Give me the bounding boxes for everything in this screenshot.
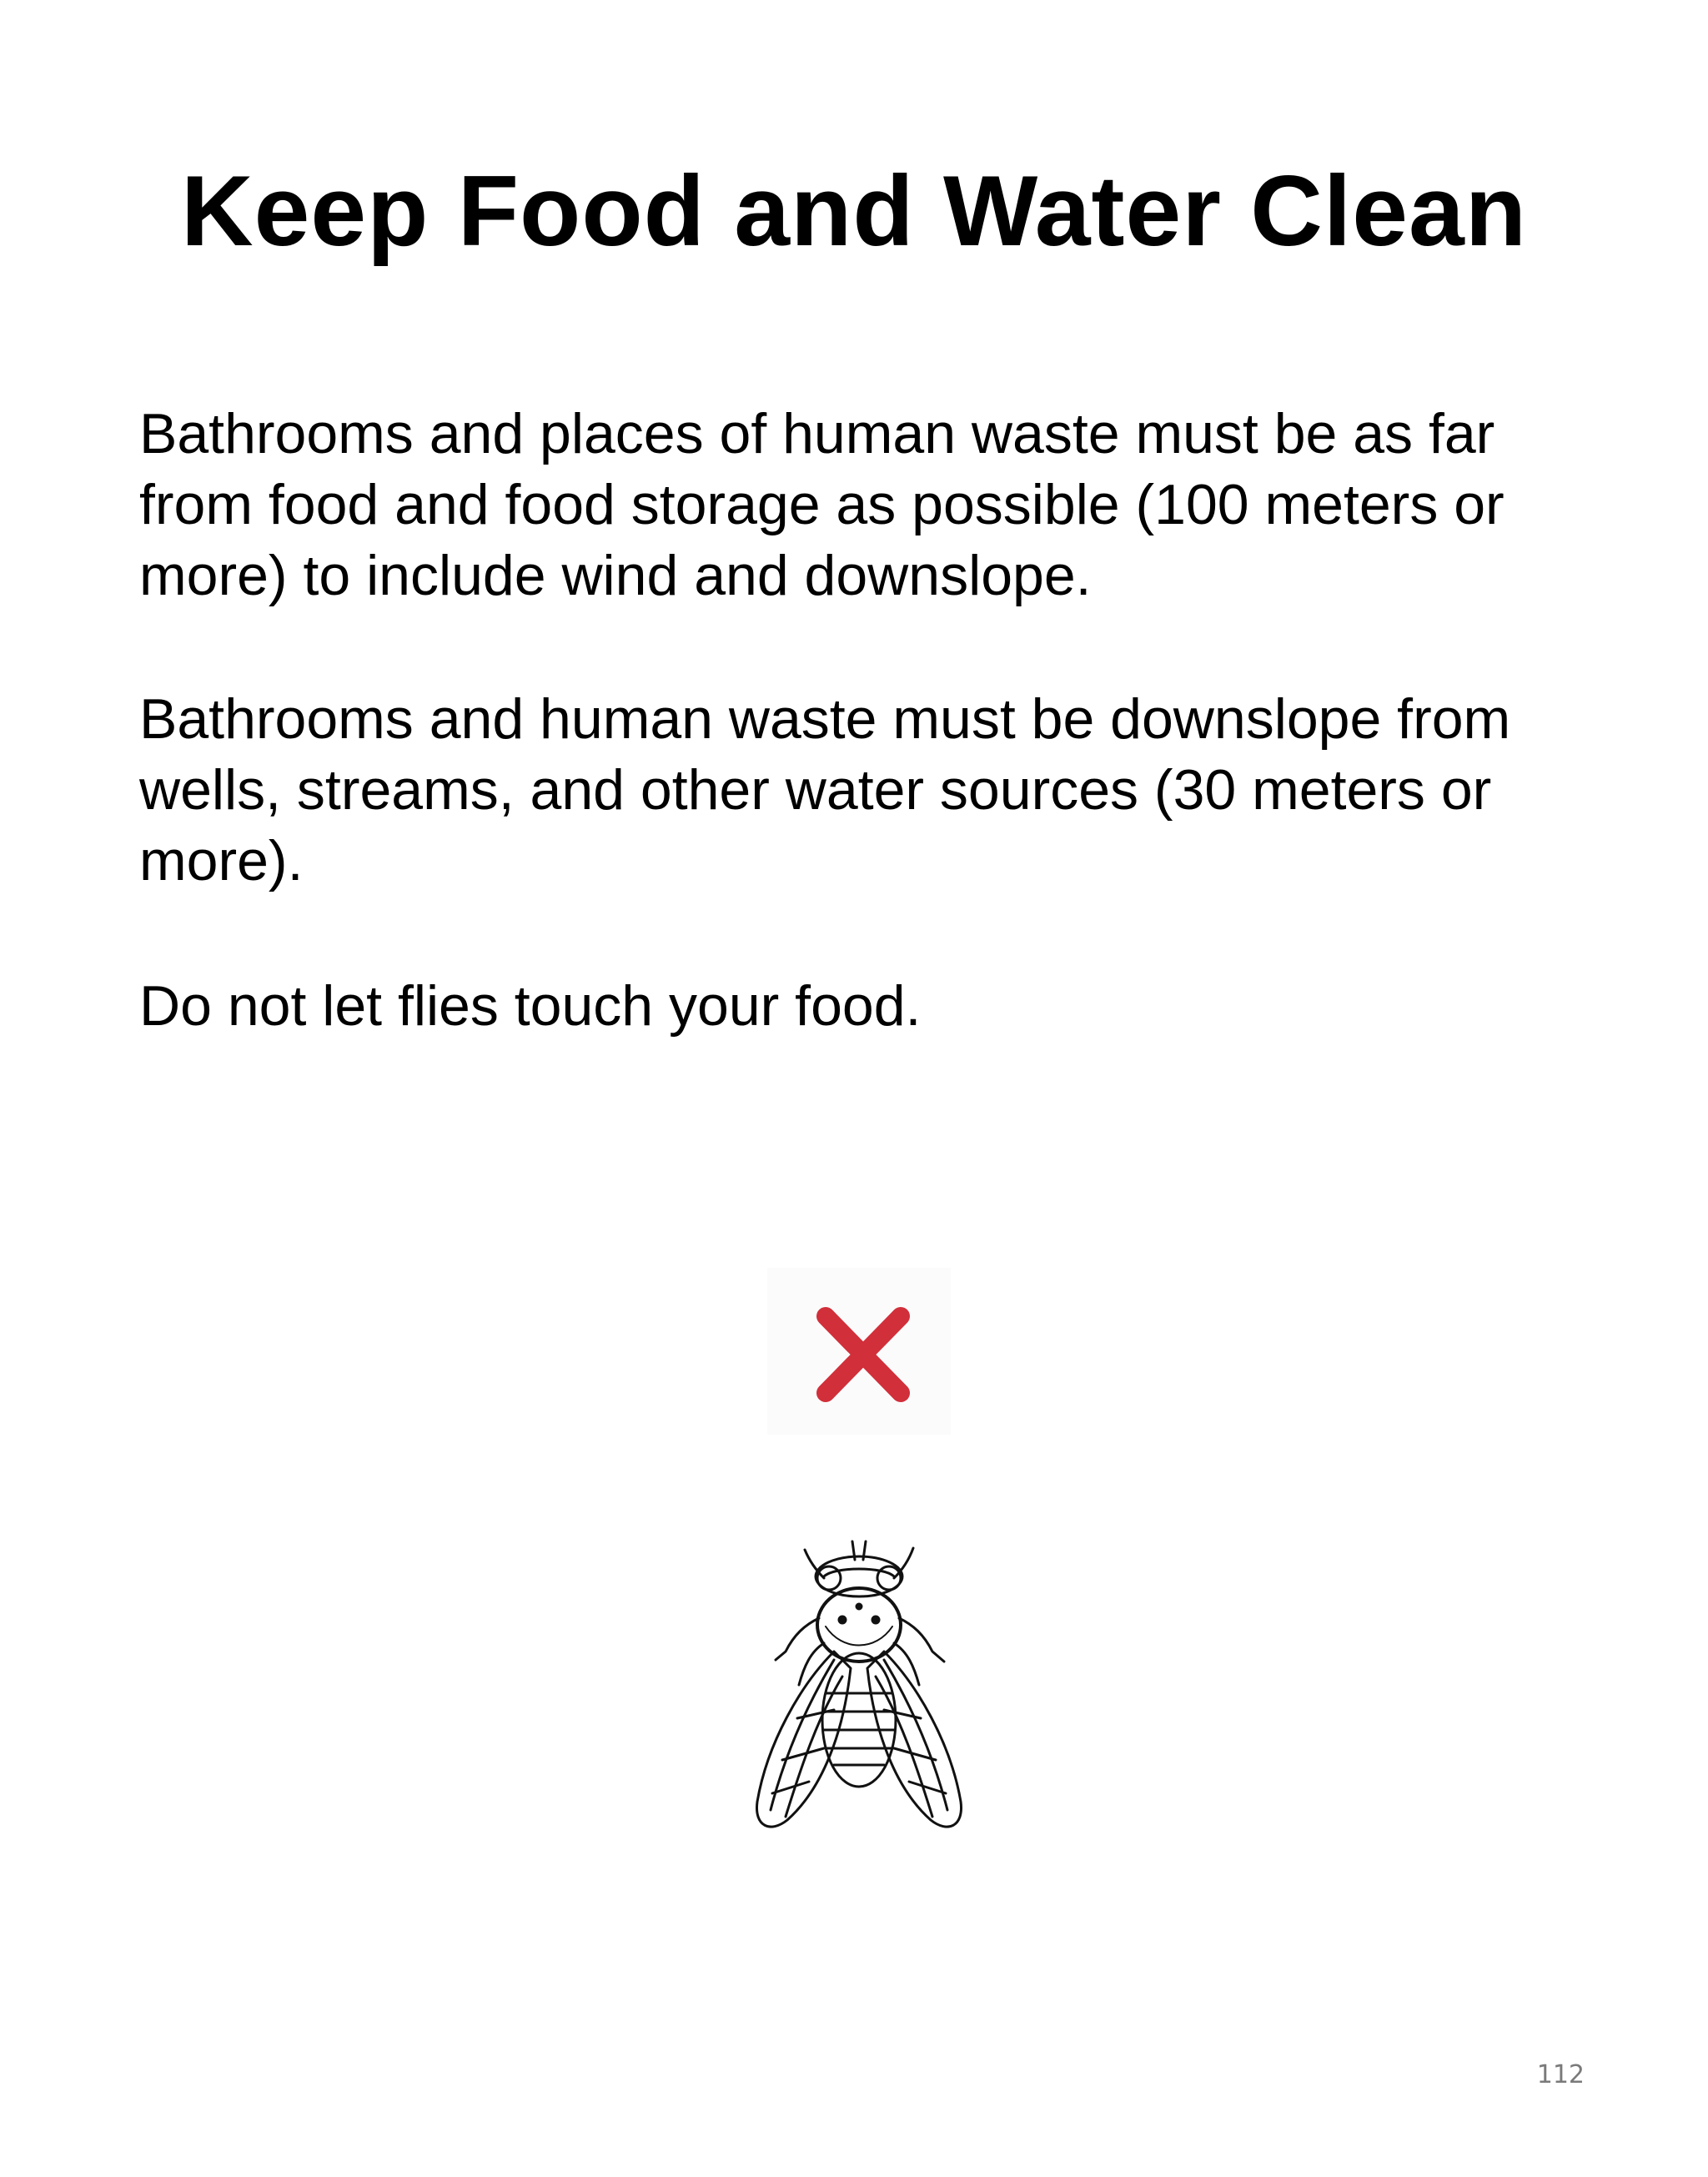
paragraph-flies-warning: Do not let flies touch your food. [139,974,922,1038]
page-title: Keep Food and Water Clean [180,155,1528,267]
paragraph-waste-downslope-from-water: Bathrooms and human waste must be downslope from wells, streams, and other water sources (30 meters or more). [139,687,1511,892]
fly-icon [717,1526,1001,1843]
no-flies-illustration [717,1251,1001,1852]
red-x-icon [767,1268,951,1435]
paragraph-waste-distance-from-food: Bathrooms and places of human waste must be as far from food and food storage as possible (100 meters or more) to include wind and downslope. [139,402,1505,607]
page-number: 112 [1536,2060,1585,2089]
